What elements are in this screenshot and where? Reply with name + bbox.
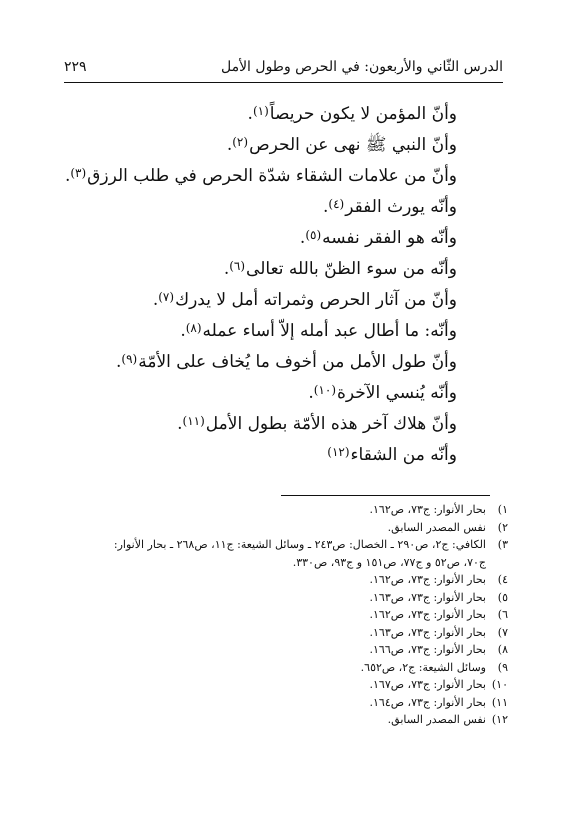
body-line: [40, 220, 457, 251]
body-line-text: وأنّه يُنسي الآخرة: [337, 383, 457, 403]
footnote: [8, 571, 508, 589]
line-end-punctuation: .: [226, 135, 233, 155]
body-line-text: وأنّ المؤمن لا يكون حريصاً: [269, 104, 457, 124]
body-line: [40, 127, 457, 158]
footnote: [8, 694, 508, 712]
footnote-number: ٢): [497, 520, 508, 534]
footnote-number: ٧): [497, 625, 508, 639]
footnote: [8, 659, 508, 677]
body-line-text: وأنّه: ما أطال عبد أمله إلاّ أساء عمله: [202, 321, 457, 341]
footnote-reference: (١١): [182, 414, 205, 428]
footnote-text: الكافي: ج٢، ص٢٩٠ ـ الخصال: ص٢٤٣ ـ وسائل الشيعة: ج١١، ص٢٦٨ ـ بحار الأنوار:: [113, 538, 486, 551]
footnote-reference: (١٠): [313, 383, 336, 397]
body-line-text: وأنّه هو الفقر نفسه: [322, 228, 457, 248]
footnote-text: بحار الأنوار: ج٧٣، ص١٦٢.: [369, 503, 486, 516]
body-line-text: وأنّه يورث الفقر: [345, 197, 457, 217]
line-end-punctuation: .: [177, 414, 183, 434]
footnote-number: ٨): [497, 643, 508, 656]
footnote: [8, 519, 508, 537]
footnote-number: ١١): [491, 695, 508, 709]
body-line-text: وأنّ من علامات الشقاء شدّة الحرص في طلب الرزق: [87, 166, 457, 186]
footnote-reference: (١٢): [327, 445, 350, 459]
footnote-text: بحار الأنوار: ج٧٣، ص١٦٦.: [369, 643, 486, 656]
footnote-reference: (٦): [229, 259, 246, 273]
footnote-reference: (٤): [328, 197, 345, 211]
footnote-number: ٣): [497, 538, 508, 551]
footnote-number: ١٢): [491, 713, 508, 726]
line-end-punctuation: .: [322, 197, 329, 217]
line-end-punctuation: .: [247, 104, 253, 124]
footnote-text: بحار الأنوار: ج٧٣، ص١٦٣.: [369, 625, 486, 639]
footnote-reference: (٣): [70, 166, 87, 180]
line-end-punctuation: .: [299, 228, 306, 248]
body-line: [40, 282, 457, 313]
line-end-punctuation: .: [223, 259, 230, 279]
page-number: ٢٢٩: [64, 59, 87, 75]
line-end-punctuation: .: [180, 321, 186, 341]
footnote: [8, 624, 508, 642]
body-line: [40, 375, 457, 406]
main-text: [40, 96, 457, 468]
footnote-text: بحار الأنوار: ج٧٣، ص١٦٧.: [369, 678, 486, 691]
footnote-number: ٦): [497, 608, 508, 621]
footnote: [8, 641, 508, 659]
footnote-continuation: ج٧٠، ص٥٢ و ج٧٧، ص١٥١ و ج٩٣، ص٣٣٠.: [292, 555, 486, 569]
body-line: [40, 158, 457, 189]
body-line-text: وأنّ هلاك آخر هذه الأمّة بطول الأمل: [205, 414, 457, 434]
footnote-text: بحار الأنوار: ج٧٣، ص١٦٣.: [369, 590, 486, 604]
footnote-reference: (١): [252, 104, 269, 118]
body-line-text: وأنّه من الشقاء: [350, 445, 457, 465]
body-line-text: وأنّ طول الأمل من أخوف ما يُخاف على الأمّة: [138, 352, 457, 372]
body-line-text: وأنّ النبي ﷺ نهى عن الحرص: [249, 135, 457, 155]
footnote-reference: (٥): [305, 228, 322, 242]
body-line: [40, 251, 457, 282]
line-end-punctuation: .: [308, 383, 314, 403]
footnote: [8, 711, 508, 729]
footnote-number: ١٠): [491, 678, 508, 691]
footnote-text: وسائل الشيعة: ج٢، ص٦٥٢.: [360, 660, 486, 674]
line-end-punctuation: .: [64, 166, 71, 186]
footnote-text: بحار الأنوار: ج٧٣، ص١٦٢.: [369, 573, 486, 586]
body-line: [40, 189, 457, 220]
footnote-number: ٩): [497, 660, 508, 674]
footnote: [8, 536, 508, 554]
body-line: [40, 437, 457, 468]
footnote-number: ٥): [497, 590, 508, 604]
footnote-reference: (٢): [232, 135, 249, 149]
body-line: [40, 313, 457, 344]
line-end-punctuation: .: [152, 290, 159, 310]
footnote: [8, 501, 508, 519]
body-line: [40, 96, 457, 127]
footnote-text: بحار الأنوار: ج٧٣، ص١٦٤.: [369, 695, 486, 709]
body-line: [40, 406, 457, 437]
footnote-text: نفس المصدر السابق.: [387, 713, 486, 726]
body-line-text: وأنّه من سوء الظنّ بالله تعالى: [246, 259, 457, 279]
footnote-number: ٤): [497, 573, 508, 586]
footnote-text: بحار الأنوار: ج٧٣، ص١٦٢.: [369, 608, 486, 621]
footnote: [8, 589, 508, 607]
footnotes: [8, 501, 508, 729]
footnote-reference: (٧): [158, 290, 175, 304]
body-line: [40, 344, 457, 375]
running-header: [64, 56, 503, 83]
footnote: [8, 606, 508, 624]
header-title: الدرس الثّاني والأربعون: في الحرص وطول الأمل: [220, 59, 503, 75]
footnote-number: ١): [497, 503, 508, 516]
line-end-punctuation: .: [115, 352, 122, 372]
body-line-text: وأنّ من آثار الحرص وثمراته أمل لا يدرك: [175, 290, 457, 310]
footnote-reference: (٩): [121, 352, 138, 366]
footnote-text: نفس المصدر السابق.: [387, 520, 486, 534]
footnote-separator: [281, 495, 490, 496]
footnote: [8, 676, 508, 694]
footnote-reference: (٨): [185, 321, 202, 335]
